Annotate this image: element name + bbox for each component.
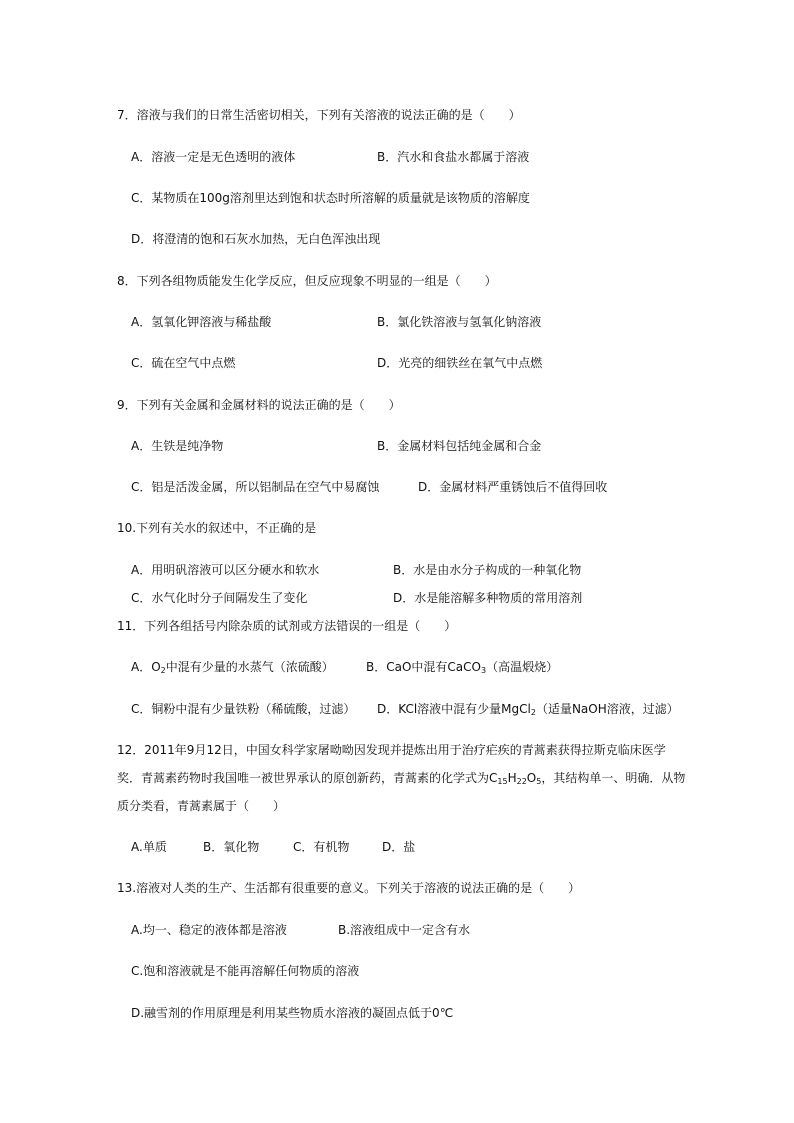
question-8-option-a: A．氢氧化钾溶液与稀盐酸 (131, 315, 272, 329)
question-13-stem: 13.溶液对人类的生产、生活都有很重要的意义。下列关于溶液的说法正确的是（ ） (117, 881, 581, 895)
question-7-option-c: C．某物质在100g溶剂里达到饱和状态时所溶解的质量就是该物质的溶解度 (131, 191, 530, 205)
question-12-stem-line-2: 奖．青蒿素药物时我国唯一被世界承认的原创新药，青蒿素的化学式为$C_{15}H_{22}O_5$，其结构单一、明确．从物 (117, 771, 686, 786)
question-8-option-b: B．氯化铁溶液与氢氧化钠溶液 (377, 315, 542, 329)
question-12-option-c: C．有机物 (293, 840, 350, 854)
question-10-option-c: C．水气化时分子间隔发生了变化 (131, 591, 308, 605)
question-8-option-c: C．硫在空气中点燃 (131, 356, 236, 370)
question-10-option-b: B．水是由水分子构成的一种氧化物 (393, 563, 582, 577)
question-10-option-a: A．用明矾溶液可以区分硬水和软水 (131, 563, 320, 577)
question-12-stem-line-1: 12．2011年9月12日，中国女科学家屠呦呦因发现并提炼出用于治疗疟疾的青蒿素获得拉斯克临床医学 (117, 743, 666, 757)
question-7-option-d: D．将澄清的饱和石灰水加热，无白色浑浊出现 (131, 232, 381, 246)
question-12-option-b: B．氧化物 (203, 840, 260, 854)
question-8-option-d: D．光亮的细铁丝在氧气中点燃 (377, 356, 543, 370)
question-13-option-b: B.溶液组成中一定含有水 (338, 923, 471, 937)
question-11-option-a: A．$O_2$中混有少量的水蒸气（浓硫酸） (131, 660, 334, 675)
question-9-option-b: B．金属材料包括纯金属和合金 (377, 439, 542, 453)
question-9-option-a: A．生铁是纯净物 (131, 439, 224, 453)
question-13-option-d: D.融雪剂的作用原理是利用某些物质水溶液的凝固点低于0℃ (131, 1006, 454, 1020)
question-7-option-b: B．汽水和食盐水都属于溶液 (377, 150, 530, 164)
question-13-option-a: A.均一、稳定的液体都是溶液 (131, 923, 287, 937)
question-11-option-c: C．铜粉中混有少量铁粉（稀硫酸，过滤） (131, 702, 356, 716)
question-7-stem: 7．溶液与我们的日常生活密切相关，下列有关溶液的说法正确的是（ ） (117, 108, 521, 122)
question-11-option-d: D．KCl溶液中混有少量MgCl$_2$（适量NaOH溶液，过滤） (377, 702, 679, 717)
question-7-option-a: A．溶液一定是无色透明的液体 (131, 150, 296, 164)
question-12-option-d: D．盐 (382, 840, 416, 854)
question-9-stem: 9．下列有关金属和金属材料的说法正确的是（ ） (117, 398, 401, 412)
question-8-stem: 8．下列各组物质能发生化学反应，但反应现象不明显的一组是（ ） (117, 274, 497, 288)
question-13-option-c: C.饱和溶液就是不能再溶解任何物质的溶液 (131, 964, 360, 978)
question-10-option-d: D．水是能溶解多种物质的常用溶剂 (393, 591, 583, 605)
question-10-stem: 10.下列有关水的叙述中，不正确的是 (117, 521, 317, 535)
question-12-option-a: A.单质 (131, 840, 167, 854)
question-11-stem: 11．下列各组括号内除杂质的试剂或方法错误的一组是（ ） (117, 619, 457, 633)
question-11-option-b: B．CaO中混有CaCO$_3$（高温煅烧） (366, 660, 559, 675)
question-12-stem-line-3: 质分类看，青蒿素属于（ ） (117, 799, 286, 813)
question-9-option-d: D．金属材料严重锈蚀后不值得回收 (418, 480, 608, 494)
question-9-option-c: C．铝是活泼金属，所以铝制品在空气中易腐蚀 (131, 480, 380, 494)
